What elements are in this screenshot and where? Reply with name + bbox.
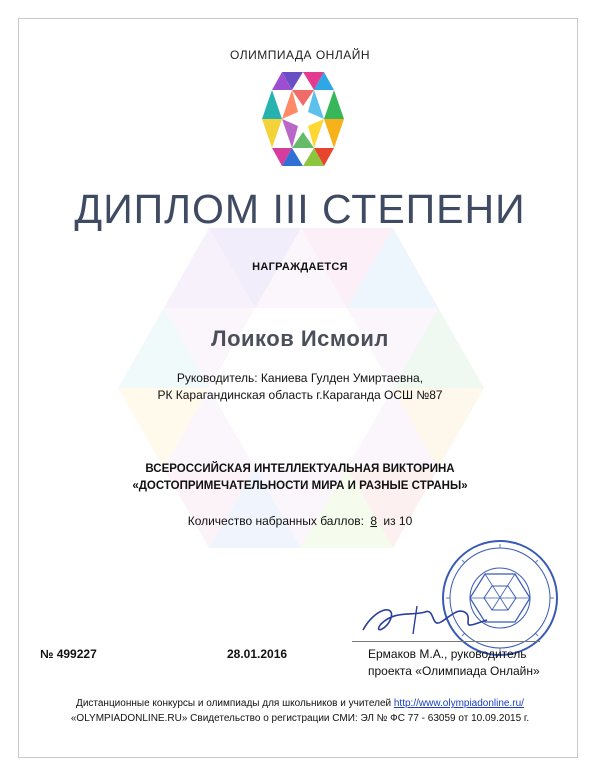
signature bbox=[355, 598, 490, 643]
contest-name-line2: «ДОСТОПРИМЕЧАТЕЛЬНОСТИ МИРА И РАЗНЫЕ СТРАНЫ» bbox=[132, 480, 468, 492]
issue-date: 28.01.2016 bbox=[227, 647, 288, 661]
recipient-name: Лоиков Исмоил bbox=[211, 326, 389, 351]
school-line: РК Карагандинская область г.Караганда ОСШ №87 bbox=[157, 388, 443, 402]
footer-line1 bbox=[0, 698, 600, 709]
supervisor-line: Руководитель: Каниева Гулден Умиртаевна, bbox=[176, 371, 424, 385]
diploma-title: ДИПЛОМ III СТЕПЕНИ bbox=[74, 186, 526, 232]
footer-registration: «OLYMPIADONLINE.RU» Свидетельство о регистрации СМИ: ЭЛ № ФС 77 - 63059 от 10.09.2015 г. bbox=[70, 713, 530, 724]
contest-name-line1: ВСЕРОССИЙСКАЯ ИНТЕЛЛЕКТУАЛЬНАЯ ВИКТОРИНА bbox=[145, 463, 455, 475]
organization-name: ОЛИМПИАДА ОНЛАЙН bbox=[230, 48, 370, 62]
diploma-number: № 499227 bbox=[40, 647, 97, 661]
awarded-label: НАГРАЖДАЕТСЯ bbox=[252, 261, 348, 273]
score-value: 8 bbox=[370, 514, 378, 528]
footer-description: Дистанционные конкурсы и олимпиады для школьников и учителей bbox=[76, 698, 392, 709]
score-label: Количество набранных баллов: bbox=[187, 514, 365, 528]
olympiad-logo bbox=[262, 72, 344, 166]
score-line bbox=[0, 514, 600, 528]
signer-name: Ермаков М.А., руководитель bbox=[368, 647, 527, 661]
signer-role: проекта «Олимпиада Онлайн» bbox=[368, 664, 540, 678]
signature-line bbox=[352, 641, 540, 642]
website-link[interactable]: http://www.olympiadonline.ru/ bbox=[393, 698, 524, 709]
score-total: из 10 bbox=[383, 514, 413, 528]
